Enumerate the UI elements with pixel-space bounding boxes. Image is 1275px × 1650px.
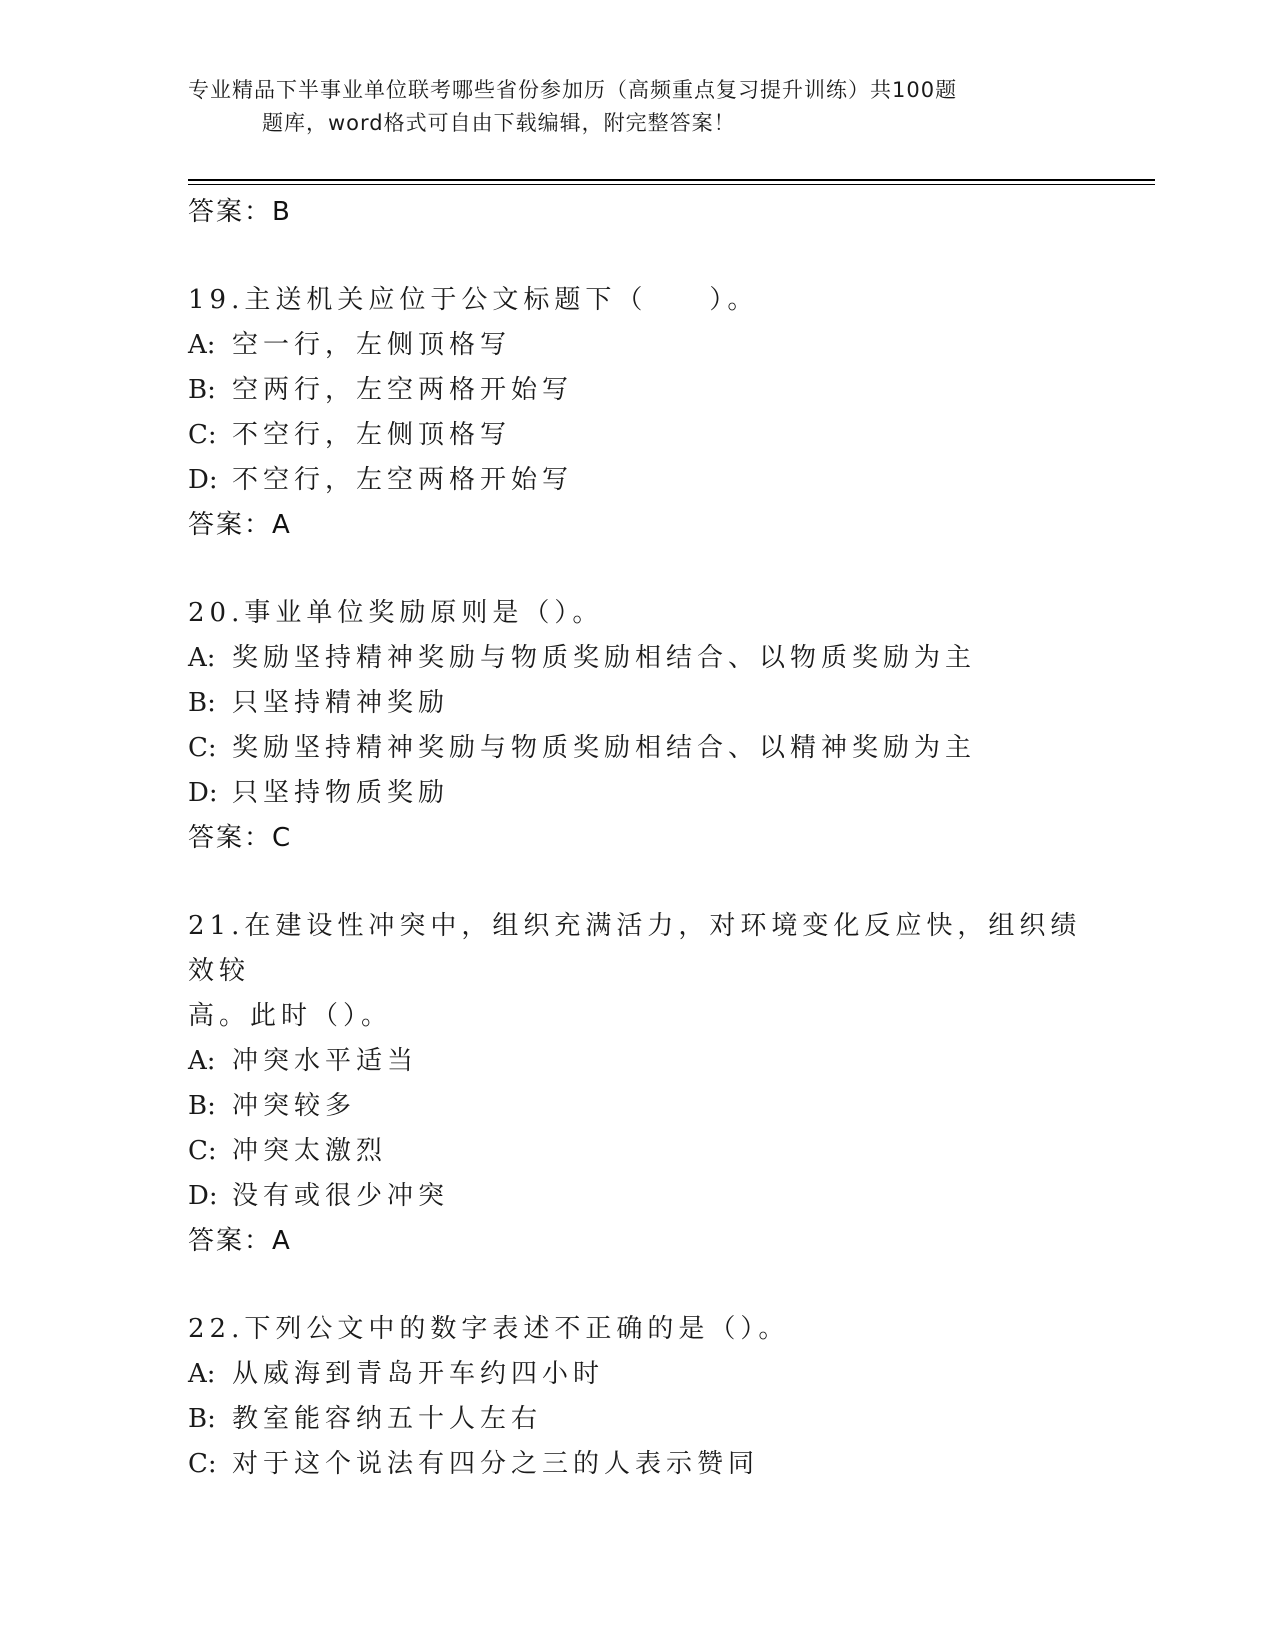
answer-line: 答案：A (188, 1226, 292, 1256)
option-letter: B: (188, 375, 216, 405)
spacer (188, 861, 1088, 904)
spacer (188, 548, 1088, 591)
option-text: 冲突水平适当 (232, 1046, 419, 1076)
option-letter: D: (188, 1181, 218, 1211)
option-letter: D: (188, 465, 218, 495)
question-text-line-2: 高。此时（）。 (188, 1001, 393, 1031)
option-a (188, 1039, 1088, 1084)
question-19 (188, 278, 1088, 548)
option-c (188, 1129, 1088, 1174)
option-letter: A: (188, 330, 216, 360)
option-letter: B: (188, 1091, 216, 1121)
option-letter: B: (188, 688, 216, 718)
answer-line: 答案：B (188, 197, 292, 227)
spacer (188, 235, 1088, 278)
option-text: 只坚持物质奖励 (232, 778, 450, 808)
option-text: 不空行，左空两格开始写 (232, 465, 574, 495)
option-a (188, 1352, 1088, 1397)
header-line-1: 专业精品下半事业单位联考哪些省份参加历（高频重点复习提升训练）共100题 (188, 78, 958, 102)
option-b (188, 368, 1088, 413)
option-letter: C: (188, 733, 217, 763)
question-text: 19.主送机关应位于公文标题下（ ）。 (188, 285, 759, 315)
document-body (188, 190, 1088, 1487)
question-text: 20.事业单位奖励原则是（）。 (188, 598, 604, 628)
option-letter: A: (188, 1046, 216, 1076)
option-text: 空两行，左空两格开始写 (232, 375, 574, 405)
option-text: 从威海到青岛开车约四小时 (232, 1359, 605, 1389)
header-rule-thin (188, 184, 1155, 185)
option-c (188, 413, 1088, 458)
option-text: 奖励坚持精神奖励与物质奖励相结合、以物质奖励为主 (232, 643, 977, 673)
option-c (188, 726, 1088, 771)
question-21 (188, 904, 1088, 1264)
option-text: 不空行，左侧顶格写 (232, 420, 512, 450)
answer-line: 答案：A (188, 510, 292, 540)
option-d (188, 771, 1088, 816)
option-d (188, 1174, 1088, 1219)
option-letter: C: (188, 420, 217, 450)
option-text: 只坚持精神奖励 (232, 688, 450, 718)
question-20 (188, 591, 1088, 861)
option-letter: A: (188, 643, 216, 673)
option-b (188, 1084, 1088, 1129)
option-c (188, 1442, 1088, 1487)
document-header (188, 74, 1068, 140)
header-rule-thick (188, 179, 1155, 181)
option-text: 没有或很少冲突 (232, 1181, 450, 1211)
option-letter: C: (188, 1136, 217, 1166)
option-text: 教室能容纳五十人左右 (232, 1404, 543, 1434)
option-letter: C: (188, 1449, 217, 1479)
option-letter: A: (188, 1359, 216, 1389)
spacer (188, 1264, 1088, 1307)
option-text: 对于这个说法有四分之三的人表示赞同 (232, 1449, 760, 1479)
option-text: 冲突较多 (232, 1091, 357, 1121)
answer-line: 答案：C (188, 823, 293, 853)
header-line-2: 题库，word格式可自由下载编辑，附完整答案！ (262, 111, 736, 135)
question-22 (188, 1307, 1088, 1487)
option-text: 奖励坚持精神奖励与物质奖励相结合、以精神奖励为主 (232, 733, 977, 763)
option-a (188, 636, 1088, 681)
question-text-line-1: 21.在建设性冲突中，组织充满活力，对环境变化反应快，组织绩效较 (188, 911, 1082, 986)
option-b (188, 681, 1088, 726)
option-b (188, 1397, 1088, 1442)
question-text: 22.下列公文中的数字表述不正确的是（）。 (188, 1314, 790, 1344)
option-letter: D: (188, 778, 218, 808)
option-text: 冲突太激烈 (232, 1136, 388, 1166)
option-d (188, 458, 1088, 503)
option-a (188, 323, 1088, 368)
option-letter: B: (188, 1404, 216, 1434)
option-text: 空一行，左侧顶格写 (232, 330, 512, 360)
